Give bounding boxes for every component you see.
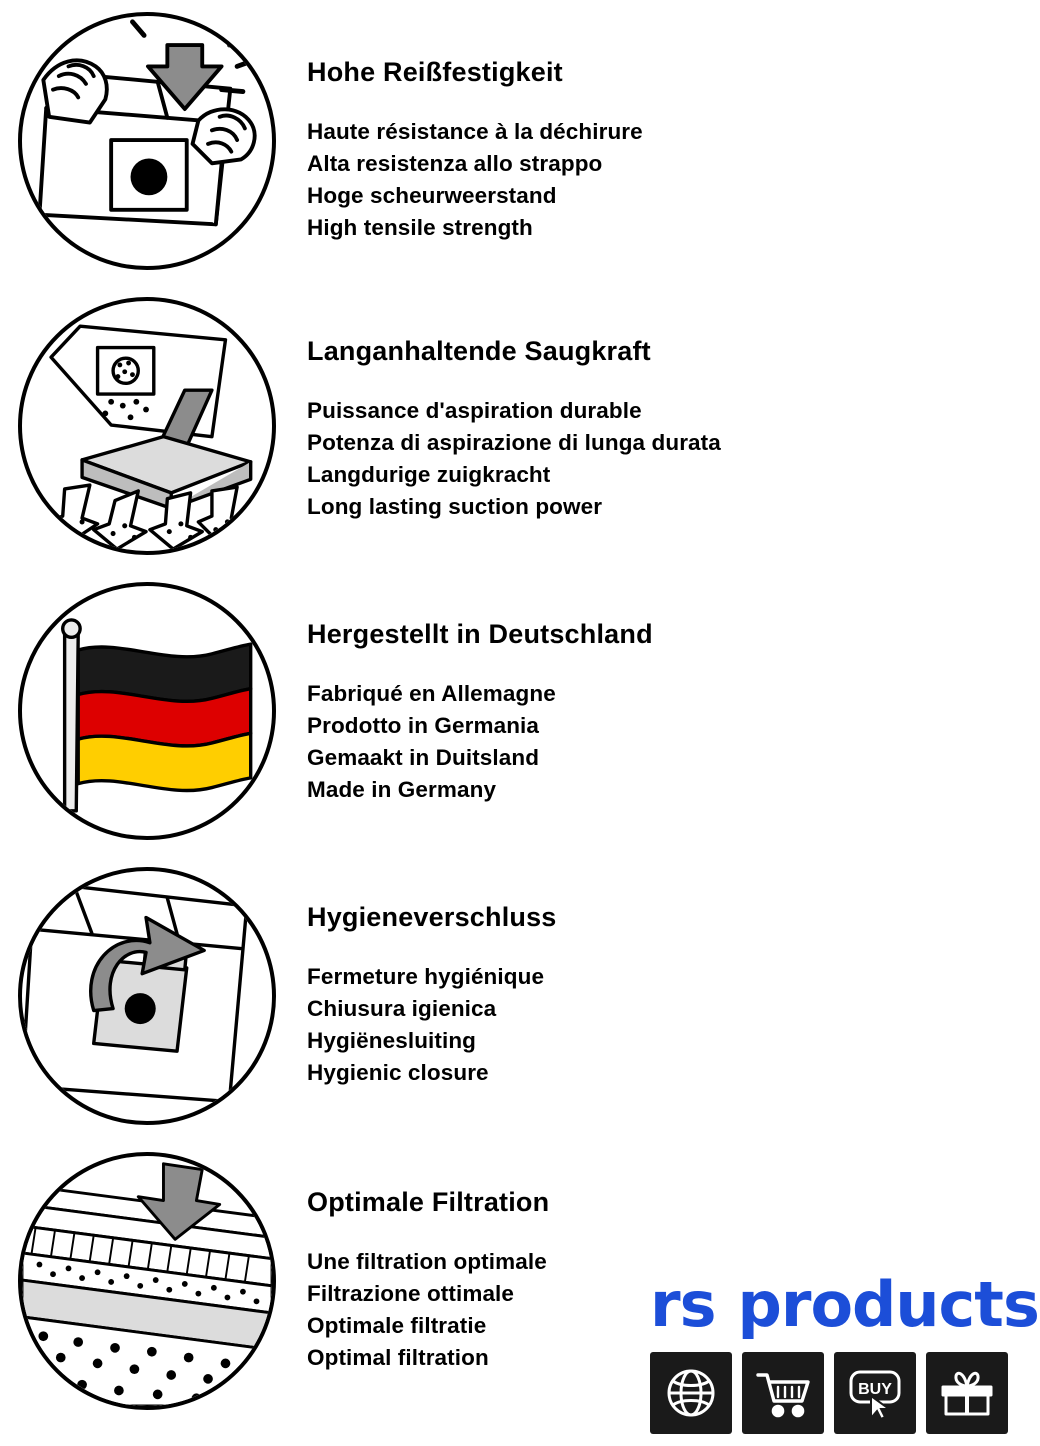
feature-translation: Fabriqué en Allemagne — [307, 680, 556, 706]
svg-text:BUY: BUY — [858, 1381, 892, 1398]
feature-item — [0, 570, 1040, 855]
vacuum-nozzle-suction-icon — [18, 297, 276, 555]
feature-icon-wrapper — [18, 12, 280, 274]
feature-title: Hohe Reißfestigkeit — [307, 57, 563, 87]
feature-title: Langanhaltende Saugkraft — [307, 336, 651, 366]
feature-translation: Une filtration optimale — [307, 1248, 547, 1274]
german-flag-icon — [18, 582, 276, 840]
feature-translation: Hoge scheurweerstand — [307, 182, 557, 208]
feature-text — [307, 620, 1007, 805]
feature-text — [307, 58, 1007, 243]
brand-block — [650, 1268, 1039, 1434]
feature-title: Optimale Filtration — [307, 1187, 550, 1217]
filter-layers-icon — [18, 1152, 276, 1410]
feature-translation: Made in Germany — [307, 776, 497, 802]
feature-translation: Filtrazione ottimale — [307, 1280, 515, 1306]
feature-text — [307, 337, 1007, 522]
buy-button-icon[interactable] — [834, 1352, 916, 1434]
feature-text — [307, 903, 1007, 1088]
feature-translation: Potenza di aspirazione di lunga durata — [307, 429, 721, 455]
feature-translation: Alta resistenza allo strappo — [307, 150, 603, 176]
feature-translation: Hygiënesluiting — [307, 1027, 477, 1053]
feature-icon-wrapper — [18, 867, 280, 1129]
feature-translation: Prodotto in Germania — [307, 712, 540, 738]
shopping-cart-icon[interactable] — [742, 1352, 824, 1434]
feature-translation: Puissance d'aspiration durable — [307, 397, 642, 423]
feature-translation: Hygienic closure — [307, 1059, 489, 1085]
brand-logo — [650, 1268, 1039, 1341]
hygienic-closure-icon — [18, 867, 276, 1125]
feature-translation: Gemaakt in Duitsland — [307, 744, 540, 770]
brand-icon-row — [650, 1352, 1032, 1434]
brand-name-second: products — [737, 1268, 1039, 1341]
feature-item — [0, 285, 1040, 570]
globe-icon[interactable] — [650, 1352, 732, 1434]
feature-translation: Optimal filtration — [307, 1344, 489, 1370]
feature-translation: Fermeture hygiénique — [307, 963, 545, 989]
feature-translation: Optimale filtratie — [307, 1312, 487, 1338]
gift-box-icon[interactable] — [926, 1352, 1008, 1434]
feature-translation: High tensile strength — [307, 214, 533, 240]
brand-name-first: rs — [650, 1268, 716, 1341]
feature-translation: Chiusura igienica — [307, 995, 497, 1021]
feature-icon-wrapper — [18, 297, 280, 559]
feature-icon-wrapper — [18, 1152, 280, 1414]
feature-icon-wrapper — [18, 582, 280, 844]
feature-title: Hygieneverschluss — [307, 902, 557, 932]
feature-translation: Langdurige zuigkracht — [307, 461, 551, 487]
feature-item — [0, 0, 1040, 285]
feature-title: Hergestellt in Deutschland — [307, 619, 653, 649]
feature-translation: Long lasting suction power — [307, 493, 603, 519]
feature-item — [0, 855, 1040, 1140]
feature-translation: Haute résistance à la déchirure — [307, 118, 643, 144]
bag-tear-resistance-icon — [18, 12, 276, 270]
